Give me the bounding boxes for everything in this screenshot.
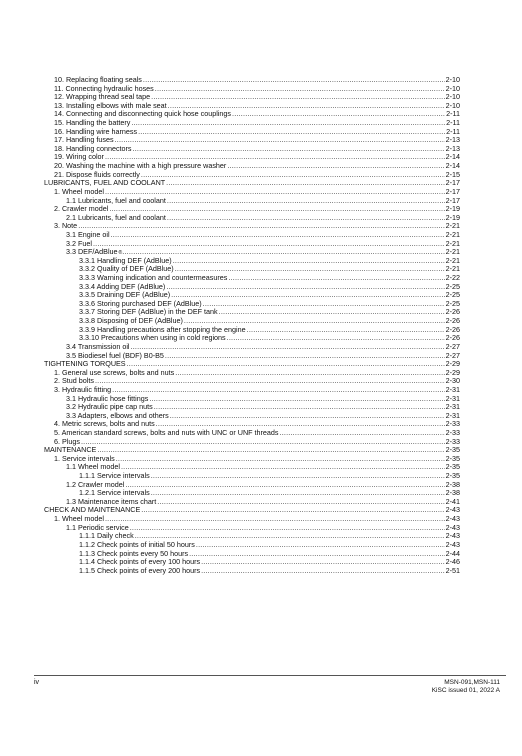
toc-entry-page: 2-35 (445, 463, 460, 472)
toc-entry[interactable] (44, 240, 460, 249)
toc-entry-page: 2-33 (445, 437, 460, 446)
toc-entry-page: 2-25 (445, 291, 460, 300)
toc-entry-title: 1.3 Maintenance items chart (66, 497, 157, 506)
toc-entry[interactable] (44, 326, 460, 335)
dot-leader (201, 558, 445, 567)
toc-entry-title: 1. General use screws, bolts and nuts (54, 368, 175, 377)
toc-entry[interactable] (44, 102, 460, 111)
toc-entry-title: 3.3.3 Warning indication and countermeasures (79, 274, 228, 283)
toc-entry-title: 3.5 Biodiesel fuel (BDF) B0-B5 (66, 351, 164, 360)
toc-entry-title: 3.3.10 Precautions when using in cold regions (79, 334, 226, 343)
toc-entry-title: 3.3.9 Handling precautions after stopping the engine (79, 325, 246, 334)
dot-leader (105, 515, 445, 524)
toc-entry-title: 17. Handling fuses (54, 136, 114, 145)
dot-leader (130, 524, 445, 533)
toc-entry[interactable] (44, 567, 460, 576)
toc-entry[interactable] (44, 291, 460, 300)
dot-leader (189, 550, 445, 559)
toc-entry[interactable] (44, 136, 460, 145)
toc-entry[interactable] (44, 446, 460, 455)
toc-entry-title: 3.3.2 Quality of DEF (AdBlue) (79, 265, 174, 274)
toc-entry-title: 2.1 Lubricants, fuel and coolant (66, 213, 166, 222)
dot-leader (167, 197, 445, 206)
toc-entry[interactable] (44, 472, 460, 481)
dot-leader (173, 257, 445, 266)
dot-leader (196, 541, 445, 550)
toc-entry-title: 6. Plugs (54, 437, 80, 446)
toc-entry-title: 1. Wheel model (54, 187, 104, 196)
document-codes: MSN-091,MSN-111 (444, 679, 500, 686)
toc-entry-page: 2-21 (445, 248, 460, 257)
toc-entry-title: 3. Hydraulic fitting (54, 385, 112, 394)
toc-entry-title: 11. Connecting hydraulic hoses (54, 84, 154, 93)
dot-leader (151, 93, 444, 102)
toc-entry-page: 2-21 (445, 265, 460, 274)
toc-entry-page: 2-17 (445, 179, 460, 188)
dot-leader (116, 455, 445, 464)
toc-entry[interactable] (44, 274, 460, 283)
toc-entry[interactable] (44, 76, 460, 85)
dot-leader (125, 481, 444, 490)
dot-leader (165, 352, 445, 361)
dot-leader (280, 429, 445, 438)
toc-entry-page: 2-31 (445, 385, 460, 394)
dot-leader (168, 102, 445, 111)
dot-leader (141, 171, 445, 180)
dot-leader (166, 283, 444, 292)
toc-entry-title: 3.3.8 Disposing of DEF (AdBlue) (79, 317, 183, 326)
toc-entry-page: 2-35 (445, 472, 460, 481)
toc-entry[interactable] (44, 128, 460, 137)
dot-leader (227, 334, 445, 343)
toc-entry[interactable] (44, 214, 460, 223)
toc-entry-title: 3. Note (54, 222, 78, 231)
toc-entry-title: 5. American standard screws, bolts and nuts with UNC or UNF threads (54, 428, 279, 437)
toc-entry-page: 2-46 (445, 558, 460, 567)
toc-entry[interactable] (44, 171, 460, 180)
dot-leader (131, 343, 445, 352)
toc-entry-page: 2-27 (445, 342, 460, 351)
toc-entry-title: 1.2.1 Service intervals (79, 489, 150, 498)
toc-entry[interactable] (44, 343, 460, 352)
dot-leader (227, 162, 444, 171)
dot-leader (149, 395, 444, 404)
toc-entry[interactable] (44, 481, 460, 490)
toc-entry-page: 2-43 (445, 532, 460, 541)
toc-entry-page: 2-26 (445, 325, 460, 334)
toc-entry-page: 2-26 (445, 317, 460, 326)
toc-entry-page: 2-25 (445, 282, 460, 291)
dot-leader (112, 386, 444, 395)
toc-entry[interactable] (44, 429, 460, 438)
toc-entry-page: 2-21 (445, 230, 460, 239)
toc-entry-title: 3.3 Adapters, elbows and others (66, 411, 169, 420)
dot-leader (81, 438, 445, 447)
dot-leader (95, 377, 445, 386)
toc-entry-title: 10. Replacing floating seals (54, 76, 142, 84)
dot-leader (93, 240, 445, 249)
toc-entry-page: 2-26 (445, 334, 460, 343)
toc-entry-page: 2-43 (445, 506, 460, 515)
toc-entry[interactable] (44, 308, 460, 317)
toc-entry-page: 2-35 (445, 446, 460, 455)
toc-entry-page: 2-31 (445, 403, 460, 412)
toc-entry-page: 2-35 (445, 454, 460, 463)
toc-entry[interactable] (44, 524, 460, 533)
toc-entry[interactable] (44, 145, 460, 154)
toc-entry-page: 2-43 (445, 515, 460, 524)
toc-entry[interactable] (44, 317, 460, 326)
toc-entry-title: 1.1.1 Daily check (79, 532, 134, 541)
dot-leader (151, 489, 445, 498)
dot-leader (105, 188, 445, 197)
toc-entry-title: 13. Installing elbows with male seat (54, 101, 167, 110)
toc-entry-title: 1. Service intervals (54, 454, 115, 463)
dot-leader (167, 214, 445, 223)
toc-entry-page: 2-44 (445, 549, 460, 558)
toc-entry-title: 3.3.4 Adding DEF (AdBlue) (79, 282, 166, 291)
dot-leader (141, 506, 444, 515)
dot-leader (111, 231, 445, 240)
dot-leader (201, 567, 445, 576)
toc-entry-title: 3.3.7 Storing DEF (AdBlue) in the DEF tank (79, 308, 218, 317)
toc-entry[interactable] (44, 515, 460, 524)
dot-leader (131, 119, 445, 128)
toc-entry[interactable] (44, 420, 460, 429)
toc-entry-title: 3.3.1 Handling DEF (AdBlue) (79, 256, 172, 265)
toc-entry-page: 2-11 (446, 110, 460, 119)
toc-entry[interactable] (44, 334, 460, 343)
dot-leader (203, 300, 445, 309)
dot-leader (109, 205, 444, 214)
toc-entry-title: 1.1.4 Check points of every 100 hours (79, 558, 201, 567)
toc-entry-title: 19. Wiring color (54, 153, 104, 162)
toc-entry-title: 21. Dispose fluids correctly (54, 170, 140, 179)
toc-entry-title: 12. Wrapping thread seal tape (54, 93, 151, 102)
toc-entry-title: 1.1 Periodic service (66, 523, 129, 532)
toc-entry[interactable] (44, 179, 460, 188)
toc-entry[interactable] (44, 489, 460, 498)
toc-entry-page: 2-14 (445, 153, 460, 162)
toc-entry-page: 2-11 (446, 127, 460, 136)
dot-leader (78, 222, 444, 231)
dot-leader (155, 85, 445, 94)
toc-entry[interactable] (44, 188, 460, 197)
toc-entry[interactable] (44, 231, 460, 240)
toc-entry-page: 2-21 (445, 256, 460, 265)
toc-entry[interactable] (44, 162, 460, 171)
dot-leader (133, 145, 445, 154)
toc-entry-page: 2-17 (445, 187, 460, 196)
toc-entry-page: 2-43 (445, 540, 460, 549)
toc-entry[interactable] (44, 369, 460, 378)
toc-entry-title: 1.1.2 Check points of initial 50 hours (79, 540, 195, 549)
toc-entry-page: 2-29 (445, 360, 460, 369)
toc-entry[interactable] (44, 541, 460, 550)
dot-leader (135, 532, 445, 541)
toc-entry-page: 2-21 (445, 222, 460, 231)
toc-entry-page: 2-33 (445, 428, 460, 437)
toc-entry-page: 2-43 (445, 523, 460, 532)
toc-entry[interactable] (44, 455, 460, 464)
toc-entry[interactable] (44, 550, 460, 559)
toc-entry-title: MAINTENANCE (44, 446, 97, 455)
toc-entry-title: 16. Handling wire harness (54, 127, 138, 136)
dot-leader (127, 360, 445, 369)
toc-entry-page: 2-31 (445, 411, 460, 420)
dot-leader (171, 291, 445, 300)
toc-entry-title: 18. Handling connectors (54, 144, 132, 153)
dot-leader (247, 326, 445, 335)
toc-entry-title: 2. Crawler model (54, 205, 109, 214)
toc-entry-page: 2-13 (445, 144, 460, 153)
toc-entry-page: 2-30 (445, 377, 460, 386)
toc-entry-title: 3.2 Hydraulic pipe cap nuts (66, 403, 153, 412)
dot-leader (175, 265, 445, 274)
toc-entry-page: 2-19 (445, 213, 460, 222)
toc-entry-title: 3.3.5 Draining DEF (AdBlue) (79, 291, 171, 300)
toc-entry[interactable] (44, 506, 460, 515)
toc-entry[interactable] (44, 532, 460, 541)
toc-entry-title: 3.4 Transmission oil (66, 342, 130, 351)
toc-entry-page: 2-33 (445, 420, 460, 429)
dot-leader (97, 446, 444, 455)
dot-leader (228, 274, 444, 283)
toc-entry-title: 2. Stud bolts (54, 377, 94, 386)
toc-entry-title: 20. Washing the machine with a high pressure washer (54, 162, 227, 171)
toc-entry[interactable] (44, 403, 460, 412)
toc-entry-page: 2-27 (445, 351, 460, 360)
toc-entry[interactable] (44, 300, 460, 309)
toc-entry-title: 3.1 Engine oil (66, 230, 110, 239)
toc-entry-title: 3.2 Fuel (66, 239, 92, 248)
toc-entry-page: 2-15 (445, 170, 460, 179)
toc-entry[interactable] (44, 377, 460, 386)
toc-entry-title: 1.2 Crawler model (66, 480, 125, 489)
toc-entry[interactable] (44, 463, 460, 472)
dot-leader (154, 403, 445, 412)
dot-leader (157, 498, 444, 507)
toc-entry-title: 14. Connecting and disconnecting quick hose couplings (54, 110, 232, 119)
toc-entry[interactable] (44, 412, 460, 421)
toc-entry-title: 3.3.6 Storing purchased DEF (AdBlue) (79, 299, 202, 308)
footer-divider (34, 675, 506, 676)
footer-info (432, 679, 500, 695)
toc-entry-page: 2-41 (445, 497, 460, 506)
dot-leader (138, 128, 445, 137)
toc-entry[interactable] (44, 438, 460, 447)
dot-leader (232, 110, 445, 119)
dot-leader (105, 153, 445, 162)
toc-entry-title: TIGHTENING TORQUES (44, 360, 126, 369)
toc-entry-page: 2-29 (445, 368, 460, 377)
toc-entry-title: 1.1.5 Check points of every 200 hours (79, 566, 201, 575)
toc-entry-title: 4. Metric screws, bolts and nuts (54, 420, 155, 429)
toc-entry[interactable] (44, 153, 460, 162)
dot-leader (121, 463, 445, 472)
dot-leader (122, 248, 444, 257)
dot-leader (115, 136, 445, 145)
dot-leader (156, 420, 445, 429)
toc-entry[interactable] (44, 558, 460, 567)
toc-entry[interactable] (44, 222, 460, 231)
toc-entry-title: LUBRICANTS, FUEL AND COOLANT (44, 179, 166, 188)
toc-entry-title: 3.1 Hydraulic hose fittings (66, 394, 149, 403)
toc-entry-page: 2-11 (446, 119, 460, 128)
dot-leader (219, 308, 445, 317)
toc-entry-page: 2-10 (445, 84, 460, 93)
toc-entry-page: 2-21 (445, 239, 460, 248)
toc-entry[interactable] (44, 85, 460, 94)
toc-entry[interactable] (44, 352, 460, 361)
toc-entry-page: 2-10 (445, 101, 460, 110)
toc-entry-page: 2-14 (445, 162, 460, 171)
toc-entry-page: 2-10 (445, 76, 460, 84)
toc-entry[interactable] (44, 119, 460, 128)
toc-entry[interactable] (44, 395, 460, 404)
toc-entry-page: 2-31 (445, 394, 460, 403)
issue-label: KiSC issued 01, 2022 A (431, 687, 500, 694)
toc-entry-title: 1.1 Wheel model (66, 463, 120, 472)
dot-leader (184, 317, 445, 326)
toc-entry-title: 1.1 Lubricants, fuel and coolant (66, 196, 166, 205)
toc-entry[interactable] (44, 205, 460, 214)
toc-entry-title: 15. Handling the battery (54, 119, 131, 128)
toc-entry-page: 2-22 (445, 274, 460, 283)
dot-leader (166, 179, 444, 188)
toc-entry-page: 2-26 (445, 308, 460, 317)
toc-entry[interactable] (44, 283, 460, 292)
toc-entry-page: 2-13 (445, 136, 460, 145)
toc-entry-page: 2-38 (445, 480, 460, 489)
toc-entry[interactable] (44, 360, 460, 369)
toc-entry-page: 2-51 (445, 566, 460, 575)
toc-entry[interactable] (44, 498, 460, 507)
table-of-contents (44, 76, 460, 575)
dot-leader (170, 412, 445, 421)
toc-entry[interactable] (44, 110, 460, 119)
toc-entry-page: 2-25 (445, 299, 460, 308)
toc-entry-title: CHECK AND MAINTENANCE (44, 506, 141, 515)
toc-entry-title: 1.1.3 Check points every 50 hours (79, 549, 189, 558)
toc-entry-page: 2-38 (445, 489, 460, 498)
dot-leader (143, 76, 445, 85)
toc-entry[interactable] (44, 265, 460, 274)
dot-leader (151, 472, 445, 481)
toc-entry-title: 3.3 DEF/AdBlue (66, 248, 118, 257)
toc-entry-title: 1. Wheel model (54, 515, 104, 524)
toc-entry[interactable]: 3.3 DEF/AdBlue ® ..... 2-21 (44, 248, 460, 257)
page-number: iv (34, 679, 40, 686)
toc-entry-page: 2-19 (445, 205, 460, 214)
toc-entry[interactable] (44, 386, 460, 395)
toc-entry[interactable] (44, 93, 460, 102)
toc-entry-page: 2-10 (445, 93, 460, 102)
dot-leader (175, 369, 444, 378)
toc-entry[interactable] (44, 197, 460, 206)
toc-entry[interactable] (44, 257, 460, 266)
toc-entry-title: 1.1.1 Service intervals (79, 472, 150, 481)
toc-entry-page: 2-17 (445, 196, 460, 205)
